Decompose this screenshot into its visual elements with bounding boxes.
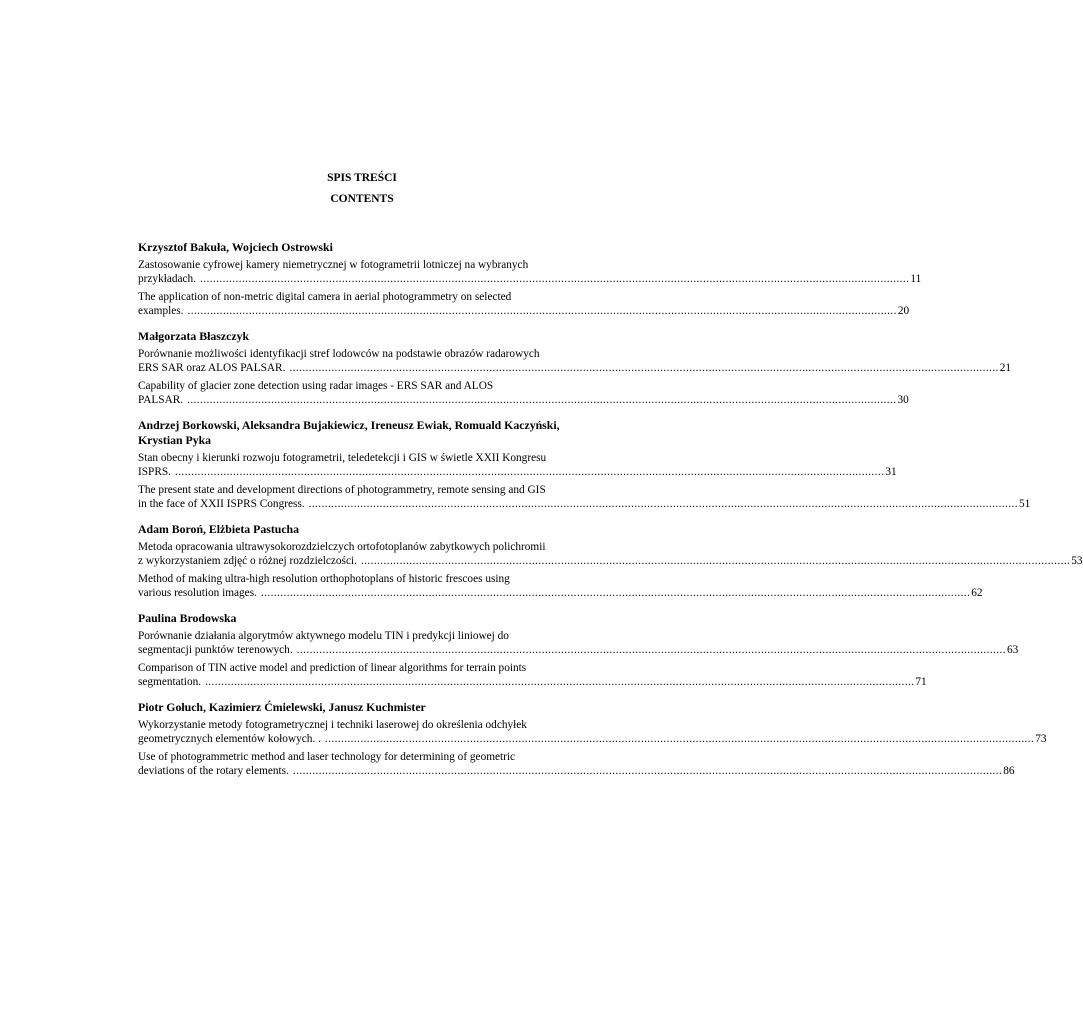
dot-leader: ............................................................................................................................................................................................................................ xyxy=(260,587,971,599)
entry-title-continuation: geometrycznych elementów kołowych. . xyxy=(138,733,321,745)
entry-title-line: Wykorzystanie metody fotogrametrycznej i techniki laserowej do określenia odchyłek xyxy=(138,719,527,731)
entry-title-line: Comparison of TIN active model and prediction of linear algorithms for terrain points xyxy=(138,662,527,674)
entry-title-line: Capability of glacier zone detection using radar images - ERS SAR and ALOS xyxy=(138,380,494,392)
dot-leader: ............................................................................................................................................................................................................................ xyxy=(187,394,897,406)
page-number: 73 xyxy=(1035,733,1047,745)
entry-title-line: Use of photogrammetric method and laser technology for determining of geometric xyxy=(138,751,516,763)
page-number: 62 xyxy=(971,587,983,599)
author-names: Paulina Brodowska xyxy=(138,611,237,625)
entry-title-continuation: PALSAR. xyxy=(138,394,184,406)
entry-title-line: Stan obecny i kierunki rozwoju fotogrametrii, teledetekcji i GIS w świetle XXII Kongresu xyxy=(138,452,547,464)
toc-group xyxy=(138,329,1012,407)
toc-entry[interactable] xyxy=(138,379,909,407)
entry-title-line: Porównanie działania algorytmów aktywnego modelu TIN i predykcji liniowej do xyxy=(138,630,509,642)
entry-title-continuation: deviations of the rotary elements. xyxy=(138,765,289,777)
entry-title-line: Method of making ultra-high resolution orthophotoplans of historic frescoes using xyxy=(138,573,510,585)
dot-leader: ............................................................................................................................................................................................................................ xyxy=(187,305,897,317)
toc-entry[interactable] xyxy=(138,451,897,479)
entry-title-line: Porównanie możliwości identyfikacji stref lodowców na podstawie obrazów radarowych xyxy=(138,348,540,360)
page-number: 71 xyxy=(915,676,927,688)
entry-title-continuation: in the face of XXII ISPRS Congress. xyxy=(138,498,305,510)
heading-polish: SPIS TREŚCI xyxy=(327,172,397,184)
dot-leader: ............................................................................................................................................................................................................................ xyxy=(205,676,915,688)
toc-group xyxy=(138,418,1031,511)
dot-leader: ............................................................................................................................................................................................................................ xyxy=(324,733,1035,745)
dot-leader: ............................................................................................................................................................................................................................ xyxy=(289,362,999,374)
author-names: Krzysztof Bakuła, Wojciech Ostrowski xyxy=(138,240,333,254)
dot-leader: ............................................................................................................................................................................................................................ xyxy=(292,765,1003,777)
entry-title-line: Metoda opracowania ultrawysokorozdzielczych ortofotoplanów zabytkowych polichromii xyxy=(138,541,546,553)
toc-entries xyxy=(138,240,1083,778)
entry-title-continuation: z wykorzystaniem zdjęć o różnej rozdzielczości. xyxy=(138,555,357,567)
dot-leader: ............................................................................................................................................................................................................................ xyxy=(296,644,1006,656)
toc-entry[interactable] xyxy=(138,540,1083,568)
toc-entry[interactable] xyxy=(138,290,910,318)
author-names: Małgorzata Błaszczyk xyxy=(138,329,250,343)
toc-entry[interactable] xyxy=(138,661,927,689)
entry-title-line: Zastosowanie cyfrowej kamery niemetrycznej w fotogrametrii lotniczej na wybranych xyxy=(138,259,529,271)
page-number: 86 xyxy=(1003,765,1015,777)
dot-leader: ............................................................................................................................................................................................................................ xyxy=(360,555,1071,567)
toc-group xyxy=(138,522,1083,600)
entry-title-continuation: segmentacji punktów terenowych. xyxy=(138,644,293,656)
entry-title-line: The application of non-metric digital camera in aerial photogrammetry on selected xyxy=(138,291,512,303)
entry-title-continuation: examples. xyxy=(138,305,184,317)
toc-entry[interactable] xyxy=(138,347,1012,375)
entry-title-line: The present state and development directions of photogrammetry, remote sensing and GIS xyxy=(138,484,546,496)
entry-title-continuation: przykładach. xyxy=(138,273,197,285)
author-names: Adam Boroń, Elżbieta Pastucha xyxy=(138,522,300,536)
dot-leader: ............................................................................................................................................................................................................................ xyxy=(200,273,910,285)
toc-entry[interactable] xyxy=(138,718,1047,746)
page-number: 11 xyxy=(910,273,922,285)
toc-entry[interactable] xyxy=(138,629,1019,657)
dot-leader: ............................................................................................................................................................................................................................ xyxy=(174,466,885,478)
page-number: 63 xyxy=(1007,644,1019,656)
entry-title-continuation: ERS SAR oraz ALOS PALSAR. xyxy=(138,362,286,374)
entry-title-continuation: various resolution images. xyxy=(138,587,257,599)
page-number: 31 xyxy=(885,466,897,478)
entry-title-continuation: ISPRS. xyxy=(138,466,171,478)
toc-entry[interactable] xyxy=(138,483,1031,511)
toc-entry[interactable] xyxy=(138,572,983,600)
toc-entry[interactable] xyxy=(138,258,922,286)
dot-leader: ............................................................................................................................................................................................................................ xyxy=(308,498,1018,510)
toc-entry[interactable] xyxy=(138,750,1015,778)
table-of-contents xyxy=(138,171,1083,789)
toc-group xyxy=(138,700,1047,778)
heading-english: CONTENTS xyxy=(330,193,394,205)
author-names: Piotr Gołuch, Kazimierz Ćmielewski, Janusz Kuchmister xyxy=(138,700,426,714)
entry-title-continuation: segmentation. xyxy=(138,676,202,688)
page-number: 30 xyxy=(897,394,909,406)
toc-group xyxy=(138,611,1019,689)
toc-group xyxy=(138,240,922,318)
page-number: 20 xyxy=(897,305,910,317)
page-number: 51 xyxy=(1018,498,1031,510)
author-names: Andrzej Borkowski, Aleksandra Bujakiewicz, Ireneusz Ewiak, Romuald Kaczyński, Krystian Pyka xyxy=(138,418,560,447)
page-number: 53 xyxy=(1071,555,1083,567)
page-number: 21 xyxy=(999,362,1012,374)
